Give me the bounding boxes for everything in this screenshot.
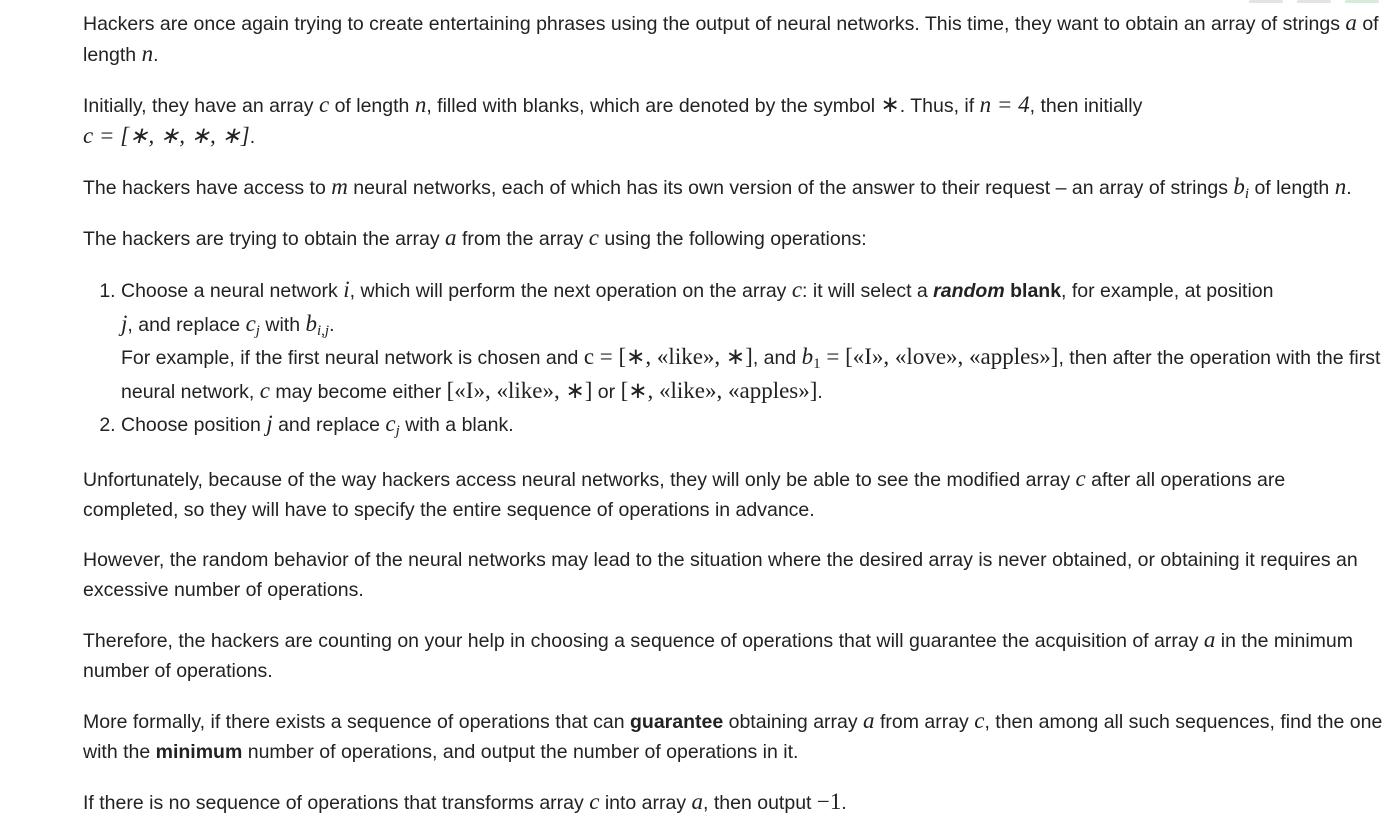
math: [∗, «like», «apples»] [620, 377, 818, 403]
math: n [1334, 174, 1347, 199]
paragraph-no-solution: If there is no sequence of operations that transforms array c into array a, then output −1. [83, 788, 847, 814]
paragraph-random: However, the random behavior of the neural networks may lead to the situation where the desired array is never obtained, or obtaining it requires an excessive number of operations. [83, 548, 1358, 601]
operations-list [83, 274, 1383, 442]
paragraph-advance: Unfortunately, because of the way hackers access neural networks, they will only be able to see the modified array c after all operations are completed, so they will have to specify the entire sequence of operations in advance. [83, 465, 1286, 521]
math: ∗ [880, 92, 900, 117]
paragraph-formal: More formally, if there exists a sequence of operations that can guarantee obtaining array a from array c, then among all such sequences, find the one with the minimum number of operations, and output the number of operations in it. [83, 707, 1383, 763]
math: c = [∗, «like», ∗] [583, 344, 753, 369]
math: c [791, 277, 803, 302]
problem-statement [83, 8, 1383, 838]
math: n = 4 [979, 92, 1030, 117]
math: c = [∗, ∗, ∗, ∗] [83, 123, 250, 148]
math: j [266, 411, 273, 436]
list-item: 1. Choose a neural network i, which will perform the next operation on the array c: it will select a random blank, for example, at position j, and replace $c_j$ with $b_{i,j}$. For example, if the first neural network is chosen and c = [∗, «like», ∗], and $b_1$ = [«I», «love», «apples»], then after the operation with the first neural network, c may become either [«I», «like», ∗] or [∗, «like», «apples»]. [121, 274, 1383, 408]
math: a [863, 707, 875, 733]
math: a [1203, 626, 1216, 652]
math: j [121, 310, 128, 336]
math: c [974, 707, 985, 733]
toolbar-tab [1249, 0, 1283, 3]
math: c [589, 788, 600, 814]
math: $b_{i,j}$ [305, 310, 330, 339]
math: c [588, 225, 599, 250]
math: n [141, 41, 154, 66]
math: [«I», «like», ∗] [446, 377, 593, 403]
math: $b_1$ = [«I», «love», «apples»] [801, 344, 1059, 372]
math: a [445, 225, 457, 250]
list-item: 2. Choose position j and replace $c_j$ with a blank. [121, 408, 1383, 442]
paragraph-operations-intro: The hackers are trying to obtain the array a from the array c using the following operations: [83, 225, 867, 250]
paragraph-help: Therefore, the hackers are counting on your help in choosing a sequence of operations that will guarantee the acquisition of array a in the minimum number of operations. [83, 626, 1353, 682]
math: a [1345, 10, 1357, 35]
math: $b_i$ [1233, 174, 1250, 202]
math: a [691, 788, 704, 814]
top-toolbar-fragment [1249, 0, 1379, 3]
math: c [1075, 465, 1086, 491]
toolbar-tab [1345, 0, 1379, 3]
math: c [318, 92, 330, 117]
paragraph-initial-array: Initially, they have an array c of length n, filled with blanks, which are denoted by the symbol ∗. Thus, if n = 4, then initially c = [∗, ∗, ∗, ∗]. [83, 92, 1143, 148]
math: $c_j$ [245, 310, 260, 339]
math: $c_j$ [385, 411, 400, 439]
paragraph-networks: The hackers have access to m neural networks, each of which has its own version of the answer to their request – an array of strings $b_i$ of length n. [83, 174, 1352, 202]
math: m [331, 174, 348, 199]
toolbar-tab [1297, 0, 1331, 3]
math: i [343, 277, 350, 302]
paragraph-goal: Hackers are once again trying to create entertaining phrases using the output of neural networks. This time, they want to obtain an array of strings a of length n. [83, 10, 1379, 66]
math: n [414, 92, 427, 117]
math: c [259, 377, 270, 403]
math: −1 [816, 788, 842, 814]
